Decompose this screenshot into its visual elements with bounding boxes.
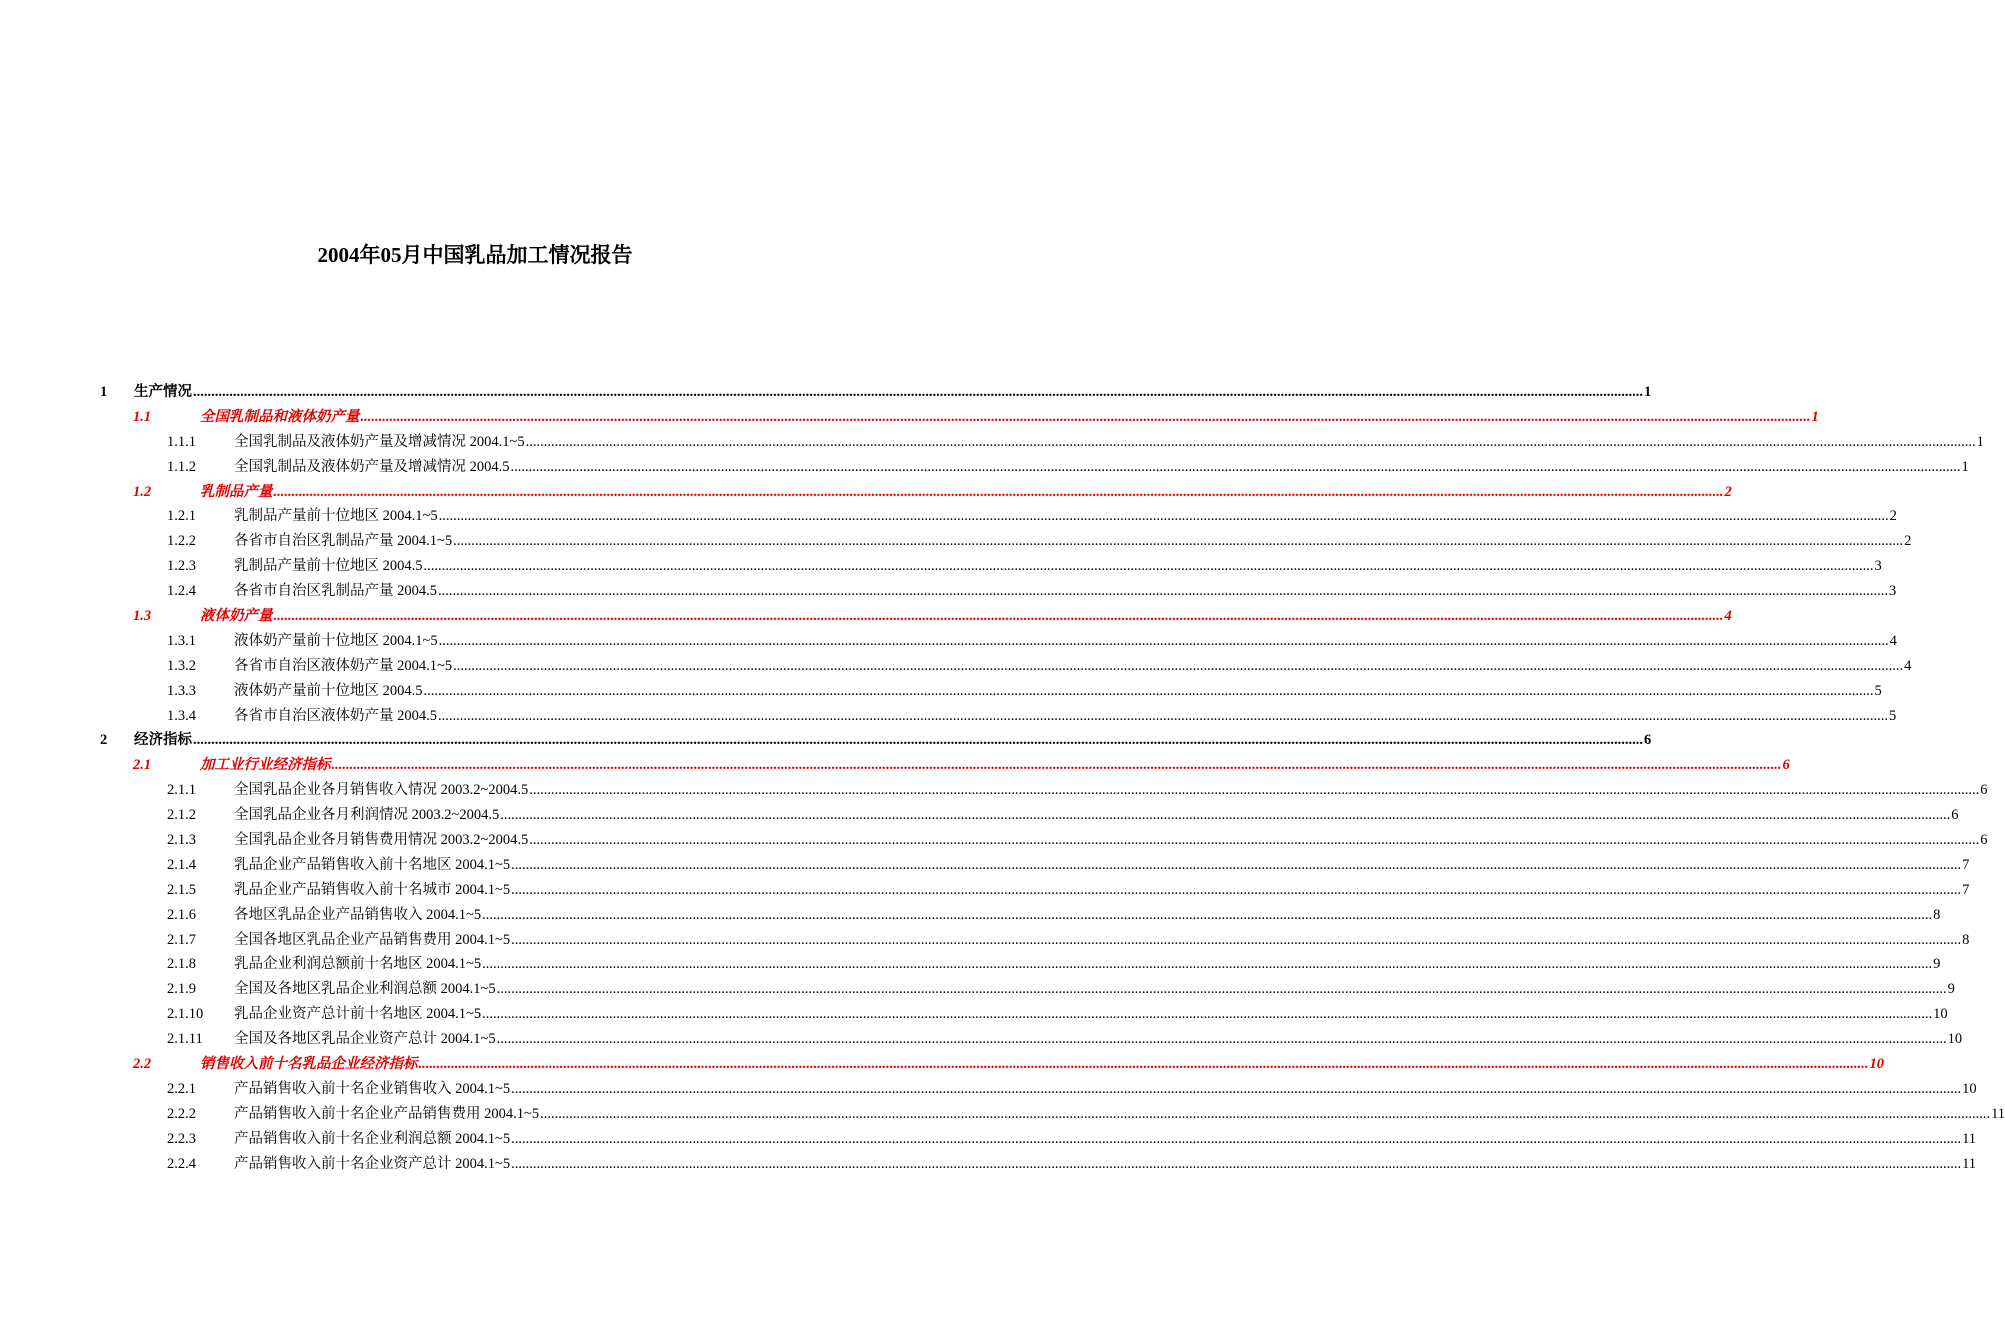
toc-dot-leader: ................................................................................................................................................................................................................................................................................................................................................................................................................ xyxy=(418,1056,1869,1073)
toc-entry-page: 10 xyxy=(1962,1080,1977,1097)
toc-entry-page: 8 xyxy=(1933,906,1941,923)
toc-dot-leader: ................................................................................................................................................................................................................................................................................................................................................................................................................ xyxy=(511,1155,1962,1172)
toc-entry-page: 9 xyxy=(1933,956,1941,973)
toc-entry-label: 加工业行业经济指标 xyxy=(200,757,331,774)
toc-entry[interactable] xyxy=(100,405,1819,430)
toc-entry-number: 1.2.2 xyxy=(167,533,196,550)
toc-entry-page: 5 xyxy=(1874,682,1882,699)
page-title: 2004年05月中国乳品加工情况报告 xyxy=(317,243,633,267)
toc-dot-leader: ................................................................................................................................................................................................................................................................................................................................................................................................................ xyxy=(273,483,1724,500)
toc-entry-number: 2.2.3 xyxy=(167,1130,196,1147)
toc-entry-page: 7 xyxy=(1962,881,1970,898)
toc-entry-label: 各省市自治区乳制品产量 2004.1~5 xyxy=(234,533,453,550)
toc-dot-leader: ................................................................................................................................................................................................................................................................................................................................................................................................................ xyxy=(438,632,1889,649)
toc-entry-label: 经济指标 xyxy=(134,732,192,749)
toc-dot-leader: ................................................................................................................................................................................................................................................................................................................................................................................................................ xyxy=(193,384,1643,400)
toc-entry-number: 2.1.7 xyxy=(167,931,196,948)
toc-dot-leader: ................................................................................................................................................................................................................................................................................................................................................................................................................ xyxy=(273,608,1724,625)
toc-entry-label: 液体奶产量 xyxy=(200,608,273,625)
toc-entry[interactable] xyxy=(100,928,1970,953)
toc-entry[interactable] xyxy=(100,554,1882,579)
toc-entry-number: 2.1.9 xyxy=(167,981,196,998)
toc-entry[interactable] xyxy=(100,504,1897,529)
toc-dot-leader: ................................................................................................................................................................................................................................................................................................................................................................................................................ xyxy=(482,1006,1933,1023)
toc-entry-page: 4 xyxy=(1904,657,1912,674)
toc-entry-number: 2.1.1 xyxy=(167,782,196,799)
toc-entry[interactable] xyxy=(100,679,1882,704)
toc-dot-leader: ................................................................................................................................................................................................................................................................................................................................................................................................................ xyxy=(500,807,1951,824)
toc-entry-number: 2.2.2 xyxy=(167,1105,196,1122)
toc-entry-number: 2.1.10 xyxy=(167,1006,204,1023)
toc-entry-label: 生产情况 xyxy=(134,384,192,400)
toc-entry-number: 2.1 xyxy=(133,757,152,774)
toc-dot-leader: ................................................................................................................................................................................................................................................................................................................................................................................................................ xyxy=(193,732,1643,749)
toc-entry-page: 4 xyxy=(1724,608,1732,625)
toc-entry-page: 1 xyxy=(1976,433,1984,450)
toc-dot-leader: ................................................................................................................................................................................................................................................................................................................................................................................................................ xyxy=(525,433,1976,450)
toc-entry-label: 全国各地区乳品企业产品销售费用 2004.1~5 xyxy=(234,931,511,948)
toc-entry-page: 10 xyxy=(1933,1006,1948,1023)
toc-entry[interactable] xyxy=(100,579,1897,604)
toc-entry-page: 1 xyxy=(1811,408,1819,425)
toc-dot-leader: ................................................................................................................................................................................................................................................................................................................................................................................................................ xyxy=(510,458,1961,475)
toc-entry-page: 11 xyxy=(1962,1155,1977,1172)
toc-dot-leader: ................................................................................................................................................................................................................................................................................................................................................................................................................ xyxy=(423,558,1874,575)
toc-entry-number: 1.1.1 xyxy=(167,433,196,450)
toc-entry[interactable] xyxy=(100,629,1897,654)
toc-entry-number: 1.3 xyxy=(133,608,152,625)
toc-dot-leader: ................................................................................................................................................................................................................................................................................................................................................................................................................ xyxy=(511,1080,1962,1097)
toc-entry-page: 5 xyxy=(1889,707,1897,724)
toc-entry-page: 8 xyxy=(1962,931,1970,948)
toc-entry-page: 3 xyxy=(1889,583,1897,600)
toc-entry[interactable] xyxy=(100,480,1732,505)
toc-entry-number: 1.2 xyxy=(133,483,152,500)
toc-entry-number: 2 xyxy=(100,732,108,749)
toc-dot-leader: ................................................................................................................................................................................................................................................................................................................................................................................................................ xyxy=(438,508,1889,525)
toc-dot-leader: ................................................................................................................................................................................................................................................................................................................................................................................................................ xyxy=(511,856,1962,873)
toc-entry-number: 1.3.1 xyxy=(167,632,196,649)
toc-dot-leader: ................................................................................................................................................................................................................................................................................................................................................................................................................ xyxy=(529,832,1980,849)
toc-entry-label: 全国乳品企业各月销售收入情况 2003.2~2004.5 xyxy=(234,782,529,799)
toc-entry[interactable] xyxy=(100,1052,1884,1077)
toc-entry[interactable] xyxy=(100,977,1955,1002)
toc-entry-label: 全国乳品企业各月利润情况 2003.2~2004.5 xyxy=(234,807,500,824)
toc-dot-leader: ................................................................................................................................................................................................................................................................................................................................................................................................................ xyxy=(331,757,1782,774)
toc-entry-label: 各省市自治区液体奶产量 2004.1~5 xyxy=(234,657,453,674)
toc-dot-leader: ................................................................................................................................................................................................................................................................................................................................................................................................................ xyxy=(496,1031,1947,1048)
toc-entry-page: 6 xyxy=(1951,807,1959,824)
toc-entry-number: 2.2 xyxy=(133,1056,152,1073)
toc-entry-number: 2.2.4 xyxy=(167,1155,196,1172)
toc-entry-label: 产品销售收入前十名企业利润总额 2004.1~5 xyxy=(234,1130,511,1147)
toc-entry-label: 各地区乳品企业产品销售收入 2004.1~5 xyxy=(234,906,482,923)
toc-entry[interactable] xyxy=(100,430,1984,455)
toc-entry[interactable] xyxy=(100,778,1988,803)
toc-entry-label: 产品销售收入前十名企业资产总计 2004.1~5 xyxy=(234,1155,511,1172)
toc-entry-label: 产品销售收入前十名企业产品销售费用 2004.1~5 xyxy=(234,1105,540,1122)
toc-entry-label: 液体奶产量前十位地区 2004.1~5 xyxy=(234,632,438,649)
toc-entry-label: 乳品企业产品销售收入前十名地区 2004.1~5 xyxy=(234,856,511,873)
toc-dot-leader: ................................................................................................................................................................................................................................................................................................................................................................................................................ xyxy=(529,782,1980,799)
toc-entry-number: 2.1.4 xyxy=(167,856,196,873)
toc-entry-page: 3 xyxy=(1874,558,1882,575)
toc-entry[interactable] xyxy=(100,878,1970,903)
toc-entry-label: 乳制品产量前十位地区 2004.1~5 xyxy=(234,508,438,525)
toc-entry-number: 2.1.3 xyxy=(167,832,196,849)
toc-dot-leader: ................................................................................................................................................................................................................................................................................................................................................................................................................ xyxy=(482,906,1933,923)
toc-entry[interactable] xyxy=(100,604,1732,629)
toc-entry-number: 1.2.1 xyxy=(167,508,196,525)
toc-entry-page: 6 xyxy=(1782,757,1790,774)
toc-entry-number: 2.2.1 xyxy=(167,1080,196,1097)
toc-entry-label: 乳品企业利润总额前十名地区 2004.1~5 xyxy=(234,956,482,973)
toc-entry-page: 6 xyxy=(1980,782,1988,799)
toc-dot-leader: ................................................................................................................................................................................................................................................................................................................................................................................................................ xyxy=(540,1105,1991,1122)
toc-entry[interactable] xyxy=(100,803,1959,828)
toc-entry-label: 各省市自治区乳制品产量 2004.5 xyxy=(234,583,437,600)
toc-dot-leader: ................................................................................................................................................................................................................................................................................................................................................................................................................ xyxy=(453,657,1904,674)
toc-entry-number: 2.1.11 xyxy=(167,1031,203,1048)
toc-entry-number: 1.2.4 xyxy=(167,583,196,600)
toc-entry[interactable] xyxy=(100,1127,1977,1152)
toc-entry-number: 1 xyxy=(100,384,108,400)
toc-entry-label: 乳品企业产品销售收入前十名城市 2004.1~5 xyxy=(234,881,511,898)
toc-entry-label: 全国乳制品和液体奶产量 xyxy=(200,408,360,425)
toc-entry-number: 2.1.5 xyxy=(167,881,196,898)
toc-entry-page: 9 xyxy=(1947,981,1955,998)
toc-entry-label: 全国乳制品及液体奶产量及增减情况 2004.5 xyxy=(234,458,510,475)
toc-entry-page: 2 xyxy=(1889,508,1897,525)
toc-dot-leader: ................................................................................................................................................................................................................................................................................................................................................................................................................ xyxy=(511,881,1962,898)
toc-entry-number: 1.1.2 xyxy=(167,458,196,475)
toc-entry-page: 10 xyxy=(1869,1056,1884,1073)
toc-dot-leader: ................................................................................................................................................................................................................................................................................................................................................................................................................ xyxy=(511,931,1962,948)
toc-entry-label: 产品销售收入前十名企业销售收入 2004.1~5 xyxy=(234,1080,511,1097)
toc-entry[interactable] xyxy=(100,1002,1948,1027)
toc-entry[interactable] xyxy=(100,903,1941,928)
toc-dot-leader: ................................................................................................................................................................................................................................................................................................................................................................................................................ xyxy=(482,956,1933,973)
toc-entry[interactable] xyxy=(100,529,1912,554)
toc-entry-label: 乳制品产量前十位地区 2004.5 xyxy=(234,558,423,575)
toc-entry-page: 4 xyxy=(1889,632,1897,649)
toc-entry-page: 6 xyxy=(1644,732,1652,749)
toc-entry-label: 全国及各地区乳品企业利润总额 2004.1~5 xyxy=(234,981,496,998)
toc-entry-label: 全国及各地区乳品企业资产总计 2004.1~5 xyxy=(234,1031,496,1048)
toc-entry-page: 6 xyxy=(1980,832,1988,849)
toc-dot-leader: ................................................................................................................................................................................................................................................................................................................................................................................................................ xyxy=(438,583,1888,600)
toc-entry[interactable] xyxy=(100,704,1897,729)
toc-entry-number: 2.1.2 xyxy=(167,807,196,824)
toc-dot-leader: ................................................................................................................................................................................................................................................................................................................................................................................................................ xyxy=(496,981,1947,998)
toc-entry-number: 2.1.6 xyxy=(167,906,196,923)
toc-dot-leader: ................................................................................................................................................................................................................................................................................................................................................................................................................ xyxy=(423,682,1874,699)
toc-dot-leader: ................................................................................................................................................................................................................................................................................................................................................................................................................ xyxy=(511,1130,1962,1147)
toc-entry-label: 液体奶产量前十位地区 2004.5 xyxy=(234,682,423,699)
toc-entry-page: 11 xyxy=(1991,1105,2005,1122)
toc-entry-label: 各省市自治区液体奶产量 2004.5 xyxy=(234,707,437,724)
table-of-contents xyxy=(100,380,2005,1177)
toc-entry-page: 2 xyxy=(1904,533,1912,550)
toc-entry-label: 乳制品产量 xyxy=(200,483,273,500)
toc-entry[interactable] xyxy=(100,1152,1977,1177)
toc-entry[interactable] xyxy=(100,1102,2005,1127)
toc-entry-page: 11 xyxy=(1962,1130,1977,1147)
toc-entry-label: 全国乳制品及液体奶产量及增减情况 2004.1~5 xyxy=(234,433,525,450)
toc-dot-leader: ................................................................................................................................................................................................................................................................................................................................................................................................................ xyxy=(453,533,1904,550)
toc-entry-page: 2 xyxy=(1724,483,1732,500)
toc-entry-label: 销售收入前十名乳品企业经济指标 xyxy=(200,1056,418,1073)
toc-entry[interactable] xyxy=(100,952,1941,977)
toc-entry-page: 10 xyxy=(1947,1031,1963,1048)
toc-entry[interactable] xyxy=(100,853,1970,878)
toc-entry[interactable] xyxy=(100,728,1652,753)
toc-entry-number: 2.1.8 xyxy=(167,956,196,973)
toc-entry[interactable] xyxy=(100,455,1969,480)
toc-entry[interactable] xyxy=(100,1077,1977,1102)
toc-entry-label: 乳品企业资产总计前十名地区 2004.1~5 xyxy=(234,1006,482,1023)
toc-entry[interactable] xyxy=(100,1027,1963,1052)
toc-entry-number: 1.3.2 xyxy=(167,657,196,674)
toc-entry-page: 1 xyxy=(1961,458,1969,475)
toc-entry[interactable] xyxy=(100,654,1912,679)
toc-entry-label: 全国乳品企业各月销售费用情况 2003.2~2004.5 xyxy=(234,832,529,849)
toc-entry-number: 1.3.3 xyxy=(167,682,196,699)
toc-entry-number: 1.1 xyxy=(133,408,152,425)
toc-entry-number: 1.2.3 xyxy=(167,558,196,575)
toc-dot-leader: ................................................................................................................................................................................................................................................................................................................................................................................................................ xyxy=(438,707,1888,724)
toc-entry-page: 1 xyxy=(1644,384,1652,400)
toc-entry-number: 1.3.4 xyxy=(167,707,196,724)
toc-entry[interactable] xyxy=(100,753,1790,778)
toc-dot-leader: ................................................................................................................................................................................................................................................................................................................................................................................................................ xyxy=(360,408,1811,425)
toc-entry-page: 7 xyxy=(1962,856,1970,873)
toc-entry[interactable] xyxy=(100,380,1652,405)
toc-entry[interactable] xyxy=(100,828,1988,853)
